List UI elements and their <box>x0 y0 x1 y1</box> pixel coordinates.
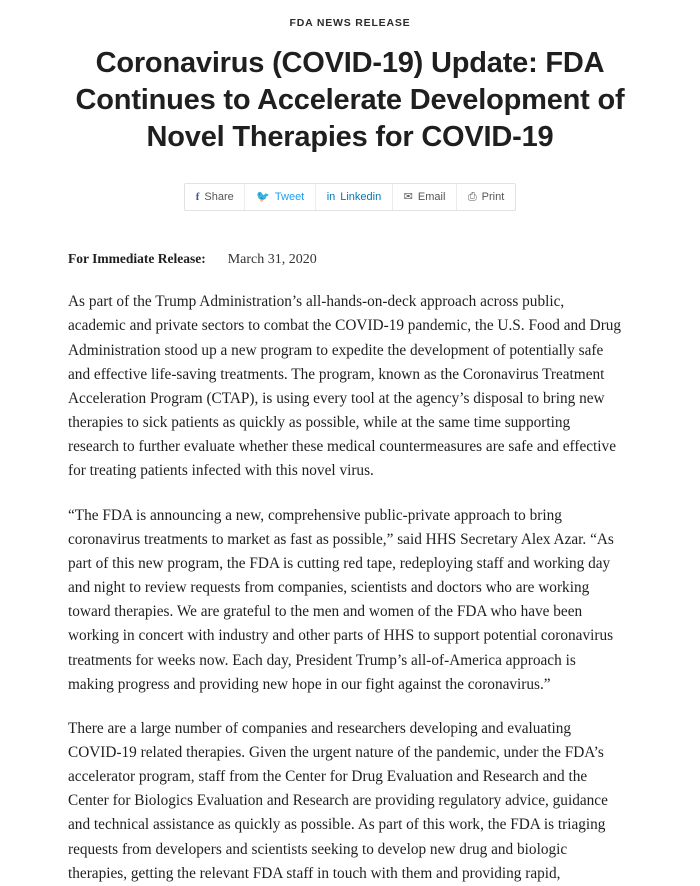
share-print-label: Print <box>481 191 505 204</box>
share-print-button[interactable] <box>457 184 515 210</box>
page-title: Coronavirus (COVID-19) Update: FDA Continues to Accelerate Development of Novel Therapies for COVID-19 <box>75 47 625 154</box>
share-twitter-label: Tweet <box>274 191 305 204</box>
release-label: For Immediate Release: <box>68 251 206 267</box>
article-paragraph: “The FDA is announcing a new, comprehensive public-private approach to bring coronavirus treatments to market as fast as possible,” said HHS Secretary Alex Azar. “As part of this new program, the FDA is cutting red tape, redeploying staff and working day and night to review requests from companies, scientists and doctors who are working toward therapies. We are grateful to the men and women of the FDA who have been working in concert with industry and other parts of HHS to support potential coronavirus treatments for weeks now. Each day, President Trump’s all-of-America approach is making progress and providing new hope in our fight against the coronavirus.” <box>68 506 614 693</box>
share-linkedin-button[interactable] <box>316 184 393 210</box>
linkedin-icon: in <box>326 190 336 203</box>
article-paragraph: There are a large number of companies and researchers developing and evaluating COVID-19 related therapies. Given the urgent nature of the pandemic, under the FDA’s accelerator program, staff from the Center for Drug Evaluation and Research and the Center for Biologics Evaluation and Research are providing regulatory advice, guidance and technical assistance as quickly as possible. As part of this work, the FDA is triaging requests from developers and scientists seeking to develop new drug and biologic therapies, getting the relevant FDA staff in touch with them and providing rapid, <box>68 719 608 882</box>
release-date: March 31, 2020 <box>227 252 317 268</box>
twitter-icon: 🐦 <box>256 190 270 203</box>
social-share-bar <box>184 183 516 211</box>
news-release-page <box>0 17 700 886</box>
envelope-icon: ✉ <box>403 190 413 203</box>
article-body <box>68 290 622 886</box>
eyebrow-label: FDA NEWS RELEASE <box>289 17 411 29</box>
article-paragraph: As part of the Trump Administration’s all-hands-on-deck approach across public, academic and private sectors to combat the COVID-19 pandemic, the U.S. Food and Drug Administration stood up a new program to expedite the development of potentially safe and effective life-saving treatments. The program, known as the Coronavirus Treatment Acceleration Program (CTAP), is using every tool at the agency’s disposal to bring new therapies to sick patients as quickly as possible, while at the same time supporting research to further evaluate whether these medical countermeasures are safe and effective for treating patients infected with this novel virus. <box>68 293 622 480</box>
share-email-label: Email <box>417 191 446 204</box>
share-twitter-button[interactable] <box>245 184 316 210</box>
share-facebook-label: Share <box>204 191 234 204</box>
printer-icon: ⎙ <box>467 190 477 203</box>
share-facebook-button[interactable] <box>185 184 245 210</box>
facebook-icon: f <box>195 190 200 203</box>
share-email-button[interactable] <box>393 184 457 210</box>
release-info <box>68 251 700 268</box>
share-linkedin-label: Linkedin <box>340 191 382 204</box>
